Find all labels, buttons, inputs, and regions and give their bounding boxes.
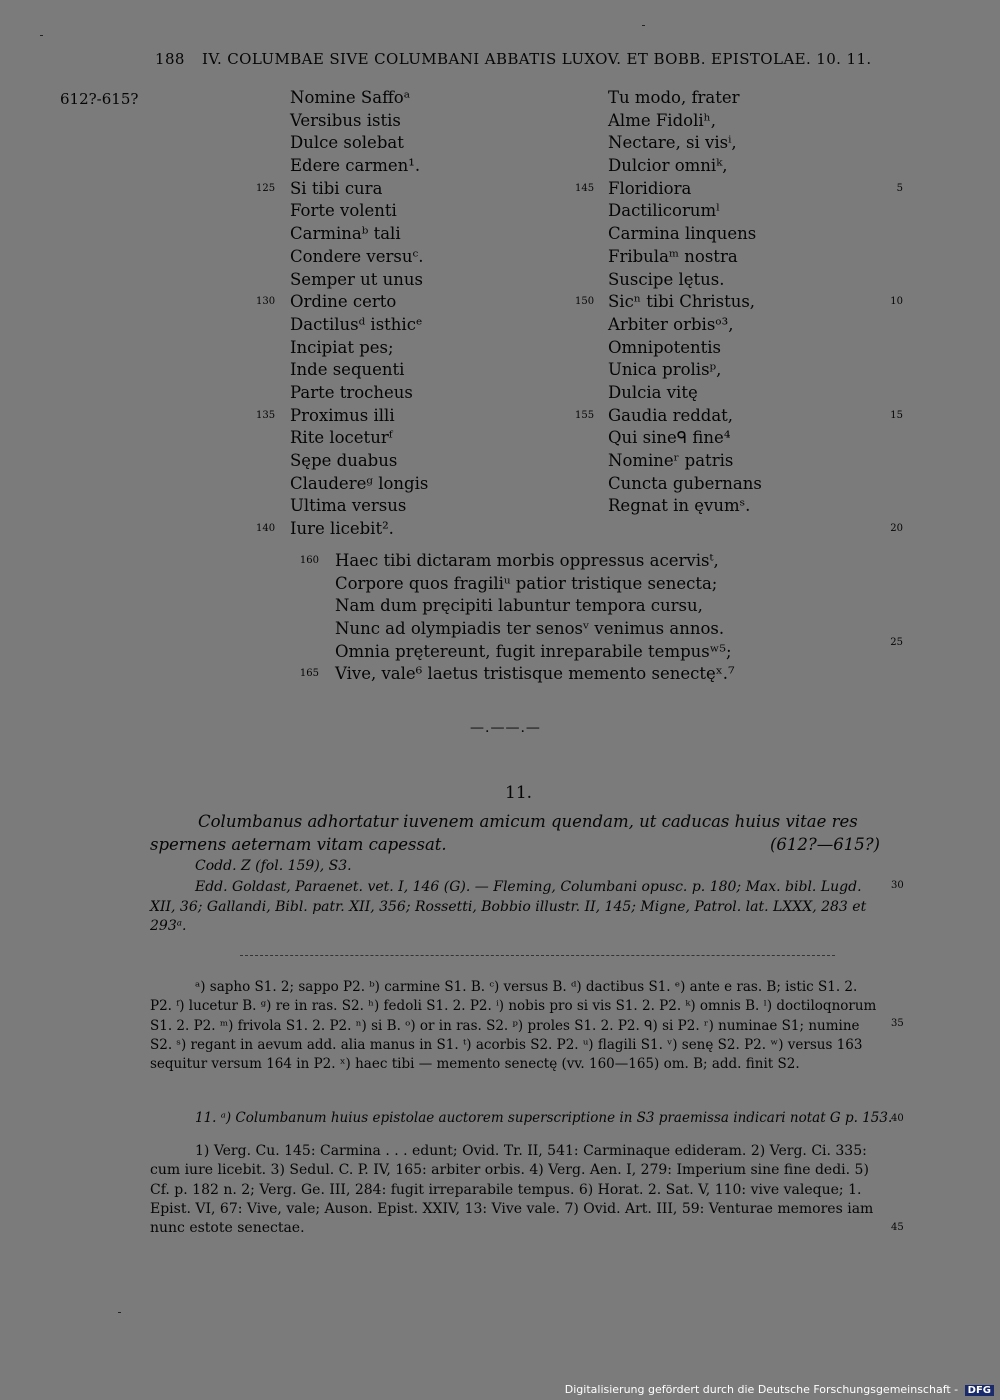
verse-line: Proximus illi [290, 405, 395, 425]
verse-line: Dulcior omniᵏ, [608, 156, 728, 176]
verse-line: Rite loceturᶠ [290, 428, 393, 448]
verse-line: Versibus istis [290, 110, 401, 130]
verse-line: Parte trocheus [290, 382, 413, 402]
verse-line: Gaudia reddat, [608, 405, 734, 425]
verse-number: 125 [256, 183, 276, 194]
scan-speck [642, 25, 645, 26]
verse-line: Nectare, si visⁱ, [608, 133, 737, 153]
scan-speck [118, 1312, 121, 1313]
codices-line: Codd. Z (fol. 159), S3. [195, 858, 352, 874]
section-separator: —.——.— [470, 720, 541, 736]
verse-line: Dactilicorumˡ [608, 201, 721, 221]
margin-number: 30 [891, 880, 904, 891]
verse-line: Floridiora [608, 178, 692, 198]
verse-line: Inde sequenti [290, 360, 405, 380]
verse-column-left [290, 87, 428, 541]
critical-apparatus: ᵃ) sapho S1. 2; sappo P2. ᵇ) carmine S1. B. ᶜ) versus B. ᵈ) dactibus S1. ᵉ) ante e ras. B; istic S1. 2. P2. ᶠ) lucetur B. ᵍ) re in ras. S2. ʰ) fedoli S1. 2. P2. ⁱ) nobis pro si vis S1. 2. P2. ᵏ) omnis B. ˡ) doctiloqnorum S1. 2. P2. ᵐ) frivola S1. 2. P2. ⁿ) si B. ᵒ) or in ras. S2. ᵖ) proles S1. 2. P2. ᑫ) si P2. ʳ) numinae S1; numine S2. ˢ) regant in aevum add. alia manus in S1. ᵗ) acorbis S2. P2. ᵘ) flagili S1. ᵛ) senę S2. P2. ʷ) versus 163 sequitur versum 164 in P2. ˣ) haec tibi — memento senectę (vv. 160—165) om. B; add. finit S2. [150, 979, 877, 1073]
verse-numbers-left [256, 178, 275, 541]
verse-line: Regnat in ęvumˢ. [608, 496, 751, 516]
closing-line: Vive, vale⁶ laetus tristisque memento senectęˣ.⁷ [335, 664, 735, 684]
verse-number: 165 [299, 668, 319, 680]
verse-numbers-right [575, 178, 594, 428]
verse-line: Si tibi cura [290, 178, 383, 198]
verse-line: Incipiat pes; [290, 337, 394, 357]
margin-line-numbers-verse [873, 178, 903, 654]
letter-number: 11. [505, 783, 533, 803]
closing-verse-numbers [295, 550, 319, 686]
verse-line: Forte volenti [290, 201, 397, 221]
verse-line: Nomineʳ patris [608, 451, 734, 470]
verse-line: Condere versuᶜ. [290, 246, 424, 266]
margin-number: 5 [896, 183, 903, 194]
verse-line: Arbiter orbisᵒ³, [608, 314, 734, 334]
date-margin-note: 612?-615? [60, 90, 139, 108]
verse-number: 160 [299, 555, 319, 566]
source-notes: 1) Verg. Cu. 145: Carmina . . . edunt; Ovid. Tr. II, 541: Carminaque edideram. 2) Verg. Ci. 335: cum iure licebit. 3) Sedul. C. P. IV, 165: arbiter orbis. 4) Verg. Aen. I, 279: Imperium sine fine dedi. 5) Cf. p. 182 n. 2; Verg. Ge. III, 284: fugit irreparabile tempus. 6) Horat. 2. Sat. V, 110: vive valeque; 1. Epist. VI, 67: Vive, vale; Auson. Epist. XXIV, 13: Vive vale. 7) Ovid. Art. III, 59: Venturae memores iam nunc estote senectae. [150, 1143, 874, 1237]
verse-line: Omnipotentis [608, 337, 721, 357]
verse-line: Qui sineᑫ fine⁴ [608, 428, 731, 448]
verse-line: Alme Fidoliʰ, [608, 110, 717, 130]
verse-line: Unica prolisᵖ, [608, 360, 722, 380]
verse-line: Dulcia vitę [608, 382, 698, 402]
summary-text: Columbanus adhortatur iuvenem amicum quendam, ut caducas huius vitae res spernens aeternam vitam capessat. [150, 812, 858, 854]
margin-number: 20 [890, 523, 903, 535]
margin-number: 25 [890, 636, 903, 648]
verse-line: Carminaᵇ tali [290, 224, 401, 244]
digitization-credit [565, 1383, 994, 1396]
verse-line: Sępe duabus [290, 451, 398, 470]
margin-number: 45 [891, 1222, 904, 1233]
verse-line: Cuncta gubernans [608, 473, 762, 493]
margin-number: 15 [890, 409, 903, 421]
verse-column-right [608, 87, 762, 518]
verse-number: 145 [575, 183, 595, 194]
verse-line: Claudereᵍ longis [290, 473, 429, 493]
closing-line: Omnia prętereunt, fugit inreparabile tempusʷ⁵; [335, 641, 732, 661]
running-title: IV. COLUMBAE SIVE COLUMBANI ABBATIS LUXOV. ET BOBB. EPISTOLAE. 10. 11. [202, 50, 872, 68]
verse-line: Semper ut unus [290, 269, 424, 289]
verse-number: 155 [575, 409, 595, 421]
dfg-logo: DFG [965, 1385, 994, 1396]
verse-number: 130 [256, 296, 276, 308]
scan-speck [40, 35, 43, 36]
verse-line: Ordine certo [290, 292, 397, 312]
closing-line: Nam dum pręcipiti labuntur tempora cursu, [335, 596, 703, 616]
verse-line: Ultima versus [290, 496, 407, 516]
apparatus-letter-11: 11. ᵃ) Columbanum huius epistolae auctorem superscriptione in S3 praemissa indicari notat G p. 153. [195, 1110, 893, 1126]
running-header [155, 50, 872, 68]
verse-line: Tu modo, frater [608, 88, 740, 107]
editions-line: Edd. Goldast, Paraenet. vet. I, 146 (G). — Fleming, Columbani opusc. p. 180; Max. bibl. Lugd. XII, 36; Gallandi, Bibl. patr. XII, 356; Rossetti, Bobbio illustr. II, 145; Migne, Patrol. lat. LXXX, 283 et 293ᵃ. [150, 879, 867, 934]
verse-line: Sicⁿ tibi Christus, [608, 292, 756, 312]
verse-line: Iure licebit². [290, 519, 394, 539]
verse-line: Suscipe lętus. [608, 269, 725, 289]
closing-line: Corpore quos fragiliᵘ patior tristique senecta; [335, 573, 718, 593]
margin-number: 10 [890, 296, 903, 308]
credit-text: Digitalisierung gefördert durch die Deutsche Forschungsgemeinschaft - [564, 1383, 959, 1396]
summary-date: (612?—615?) [769, 835, 880, 854]
verse-number: 135 [256, 409, 276, 421]
closing-line: Haec tibi dictaram morbis oppressus acervisᵗ, [335, 551, 719, 570]
verse-line: Dactilusᵈ isthicᵉ [290, 314, 423, 334]
footnote-rule [240, 955, 835, 956]
page-number: 188 [155, 50, 185, 68]
verse-line: Fribulaᵐ nostra [608, 246, 738, 266]
verse-line: Nomine Saffoᵃ [290, 88, 411, 107]
margin-number: 35 [891, 1018, 904, 1029]
verse-number: 140 [256, 523, 276, 535]
margin-number: 40 [891, 1113, 904, 1124]
letter-summary [150, 810, 880, 856]
verse-line: Edere carmen¹. [290, 156, 421, 176]
closing-line: Nunc ad olympiadis ter senosᵛ venimus annos. [335, 619, 725, 639]
closing-verses [335, 550, 735, 686]
verse-number: 150 [575, 296, 595, 308]
verse-line: Dulce solebat [290, 133, 404, 153]
verse-line: Carmina linquens [608, 224, 757, 244]
